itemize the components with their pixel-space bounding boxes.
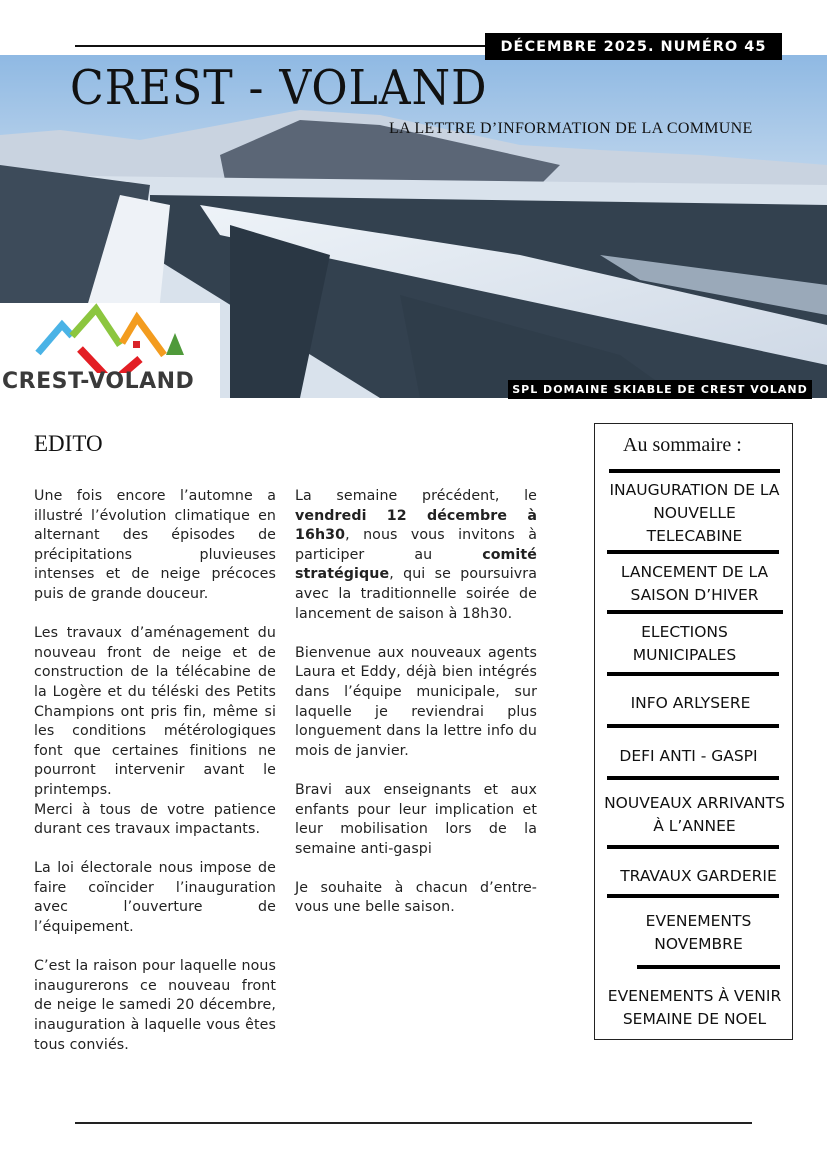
divider [607,610,783,614]
edito-heading: EDITO [34,431,103,456]
toc-item-anti-gaspi[interactable]: DEFI ANTI - GASPI [619,747,758,765]
crest-voland-logo [0,303,220,398]
toc-item-inauguration[interactable]: INAUGURATION DE LA NOUVELLE TELECABINE [609,481,780,545]
toc-item-lancement-saison[interactable]: LANCEMENT DE LA SAISON D’HIVER [620,563,769,604]
edito-column-2 [295,487,537,938]
photo-caption: SPL DOMAINE SKIABLE DE CREST VOLAND [508,380,812,399]
edito-column-1 [34,487,276,1075]
table-of-contents [594,423,793,1040]
edito-paragraph [295,487,537,624]
toc-item-evenements-novembre[interactable]: EVENEMENTS NOVEMBRE [645,912,752,953]
toc-item-nouveaux-arrivants[interactable]: NOUVEAUX ARRIVANTS À L’ANNEE [604,794,785,835]
toc-title: Au sommaire : [623,434,742,456]
divider [607,672,779,676]
logo-mountains-icon [0,303,220,373]
edito-paragraph: Bravi aux enseignants et aux enfants pour leur implication et leur mobilisation lors de la semaine anti-gaspi [295,781,537,857]
edito-paragraph: Je souhaite à chacun d’entre-vous une belle saison. [295,879,537,916]
edito-paragraph: Merci à tous de votre patience durant ces travaux impactants. [34,801,276,838]
toc-item-elections[interactable]: ELECTIONS MUNICIPALES [632,623,737,664]
edito-paragraph: La loi électorale nous impose de faire coïncider l’inauguration avec l’ouverture de l’équipement. [34,860,276,936]
event-name: comité stratégique [295,546,537,583]
event-date: vendredi 12 décembre à 16h30 [295,507,537,544]
toc-item-arlysere[interactable]: INFO ARLYSERE [630,694,751,712]
issue-badge: DÉCEMBRE 2025. NUMÉRO 45 [485,33,782,60]
edito-paragraph: Bienvenue aux nouveaux agents Laura et Eddy, déjà bien intégrés dans l’équipe municipale, sur laquelle je reviendrai plus longuement dans la lettre info du mois de janvier. [295,644,537,759]
toc-item-travaux-garderie[interactable]: TRAVAUX GARDERIE [620,867,777,885]
text: , nous vous invitons à participer au [295,527,537,563]
text: La semaine précédent, le [295,488,537,504]
footer-rule [75,1122,752,1124]
edito-paragraph: Les travaux d’aménagement du nouveau front de neige et de construction de la télécabine de la Logère et du téléski des Petits Champions ont pris fin, même si les conditions métérologiques font que certaines finitions ne pourront intervenir avant le printemps. [34,625,276,798]
logo-text: CREST-VOLAND [2,369,195,394]
newsletter-subtitle: LA LETTRE D’INFORMATION DE LA COMMUNE [389,120,753,137]
divider [607,550,779,554]
divider [607,776,779,780]
toc-item-evenements-noel[interactable]: EVENEMENTS À VENIR SEMAINE DE NOEL [607,987,782,1028]
divider [607,724,779,728]
edito-paragraph: C’est la raison pour laquelle nous inaugurerons ce nouveau front de neige le samedi 20 décembre, inauguration à laquelle vous êtes tous conviés. [34,958,276,1053]
edito-paragraph: Une fois encore l’automne a illustré l’évolution climatique en alternant des épisodes de précipitations pluvieuses intenses et de neige précoces puis de grande douceur. [34,488,276,602]
divider [609,469,780,473]
divider [637,965,780,969]
divider [607,845,779,849]
text: , qui se poursuivra avec la traditionnelle soirée de lancement de saison à 18h30. [295,566,537,622]
newsletter-title: CREST - VOLAND [70,60,488,116]
header-rule [75,45,495,47]
divider [607,894,779,898]
